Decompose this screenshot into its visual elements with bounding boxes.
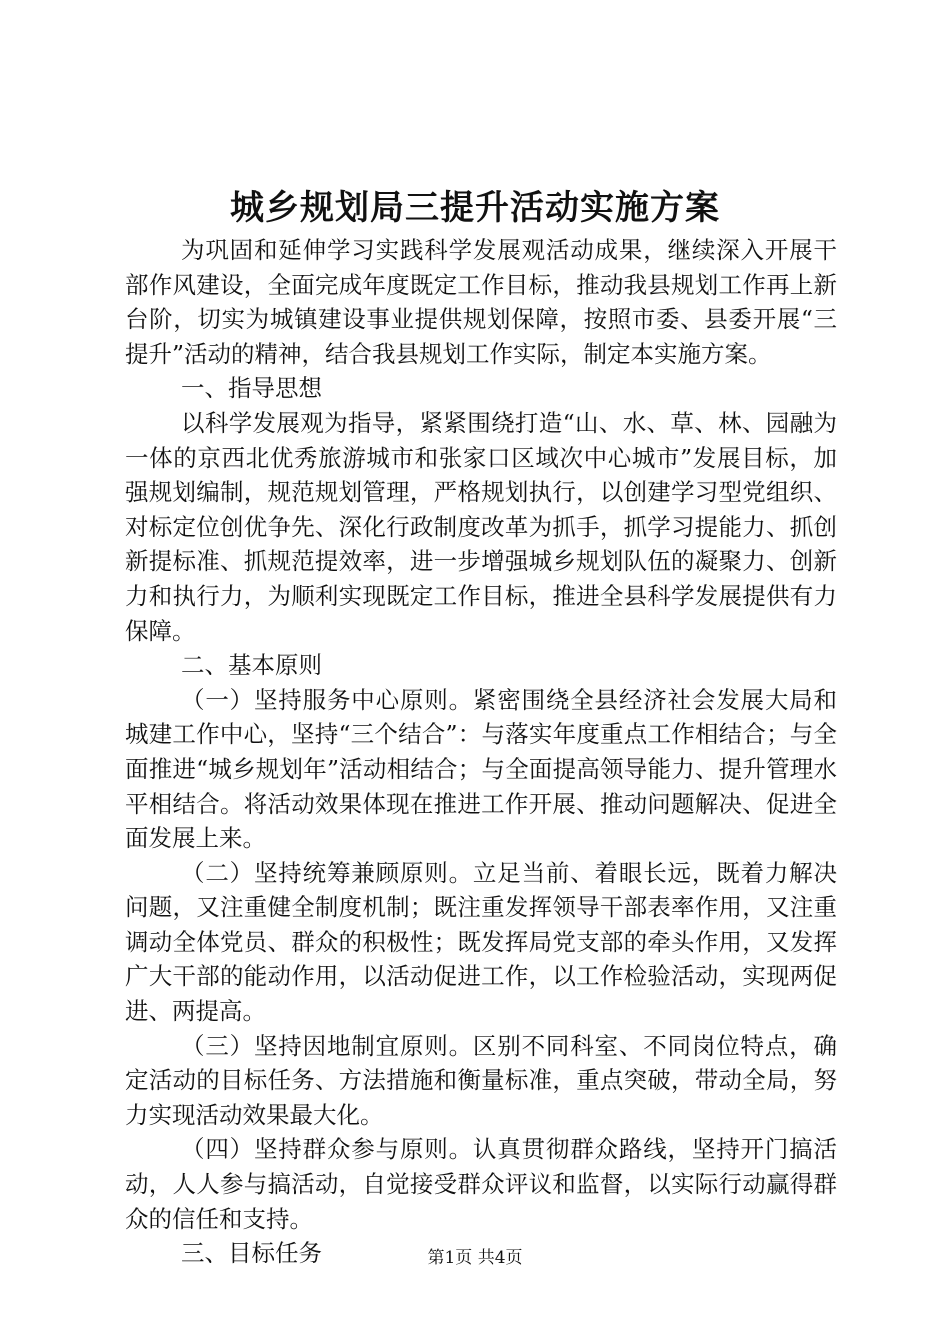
principle-paragraph-2: （二）坚持统筹兼顾原则。立足当前、着眼长远，既着力解决问题，又注重健全制度机制；既注重发挥领导干部表率作用，又注重调动全体党员、群众的积极性；既发挥局党支部的牵头作用，又发挥广大干部的能动作用，以活动促进工作，以工作检验活动，实现两促进、两提高。 xyxy=(125,858,837,1026)
document-body xyxy=(125,233,837,1271)
section-heading-guiding-thought: 一、指导思想 xyxy=(181,374,322,403)
document-title: 城乡规划局三提升活动实施方案 xyxy=(230,188,720,228)
section-heading-basic-principles: 二、基本原则 xyxy=(181,651,322,680)
intro-paragraph: 为巩固和延伸学习实践科学发展观活动成果，继续深入开展干部作风建设，全面完成年度既定工作目标，推动我县规划工作再上新台阶，切实为城镇建设事业提供规划保障，按照市委、县委开展“三提升”活动的精神，结合我县规划工作实际，制定本实施方案。 xyxy=(125,236,837,368)
principle-paragraph-3: （三）坚持因地制宜原则。区别不同科室、不同岗位特点，确定活动的目标任务、方法措施和衡量标准，重点突破，带动全局，努力实现活动效果最大化。 xyxy=(125,1031,837,1129)
section-heading-goals: 三、目标任务 xyxy=(181,1239,322,1268)
principle-paragraph-4: （四）坚持群众参与原则。认真贯彻群众路线，坚持开门搞活动，人人参与搞活动，自觉接受群众评议和监督，以实际行动赢得群众的信任和支持。 xyxy=(125,1135,837,1233)
guiding-thought-paragraph: 以科学发展观为指导，紧紧围绕打造“山、水、草、林、园融为一体的京西北优秀旅游城市和张家口区域次中心城市”发展目标，加强规划编制，规范规划管理，严格规划执行，以创建学习型党组织、对标定位创优争先、深化行政制度改革为抓手，抓学习提能力、抓创新提标准、抓规范提效率，进一步增强城乡规划队伍的凝聚力、创新力和执行力，为顺利实现既定工作目标，推进全县科学发展提供有力保障。 xyxy=(125,408,837,645)
page-number-footer: 第1页 共4页 xyxy=(427,1248,523,1268)
principle-paragraph-1: （一）坚持服务中心原则。紧密围绕全县经济社会发展大局和城建工作中心，坚持“三个结合”：与落实年度重点工作相结合；与全面推进“城乡规划年”活动相结合；与全面提高领导能力、提升管理水平相结合。将活动效果体现在推进工作开展、推动问题解决、促进全面发展上来。 xyxy=(125,685,837,853)
